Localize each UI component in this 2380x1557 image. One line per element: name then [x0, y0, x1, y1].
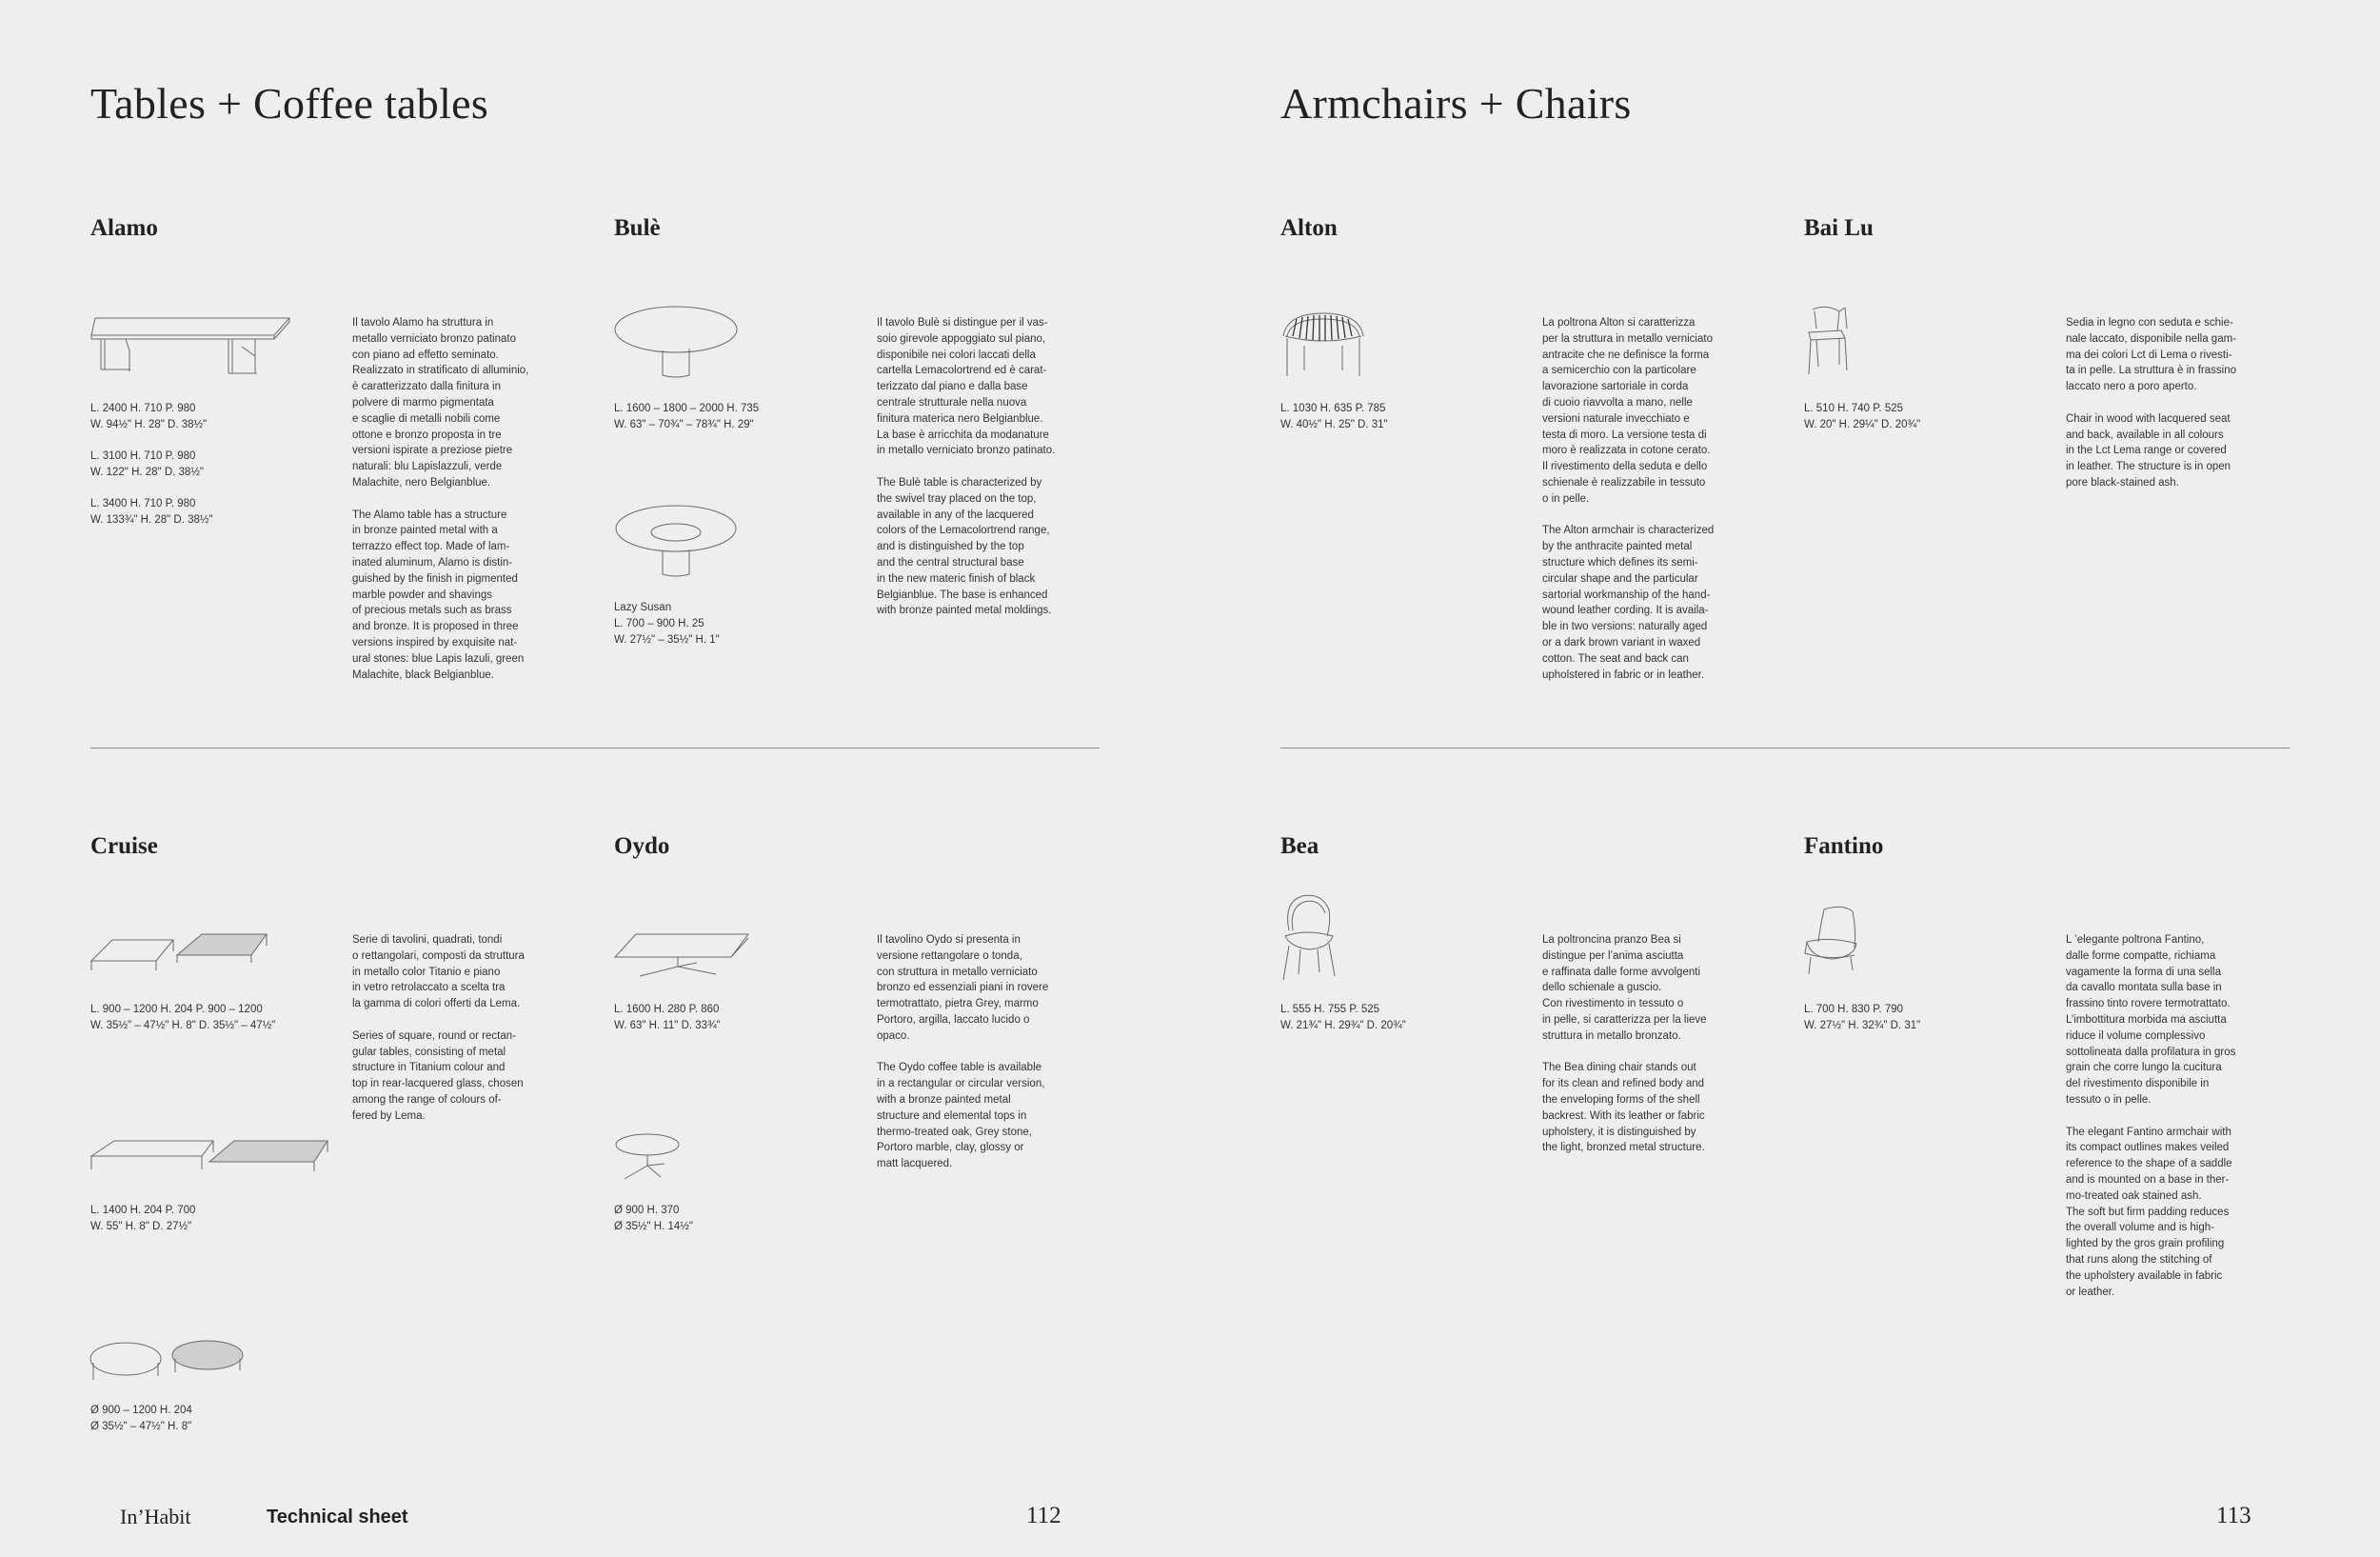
- footer-brand: In’Habit: [120, 1505, 191, 1528]
- alamo-table-drawing: [88, 312, 297, 379]
- left-section-title: Tables + Coffee tables: [90, 79, 489, 128]
- cruise-description-it: Serie di tavolini, quadrati, tondi o rettangolari, composti da struttura in metallo color Titanio e piano in vetro retrolaccato a scelta tra la gamma di colori offerti da Lema.: [352, 934, 525, 1010]
- oydo-description: [877, 932, 1072, 1188]
- bailu-title: Bai Lu: [1804, 215, 1874, 241]
- alton-description-en: The Alton armchair is characterized by the anthracite painted metal structure which defines its semi- circular shape and the particular sartorial workmanship of the hand- wound leather cording. It is availa- ble in two versions: naturally aged or a dark brown variant in waxed cotton. The seat and back can upholstered in fabric or in leather.: [1542, 525, 1715, 681]
- cruise-title: Cruise: [90, 833, 158, 859]
- cruise-dims-rectangular: L. 1400 H. 204 P. 700 W. 55" H. 8" D. 27½": [90, 1205, 196, 1232]
- bea-description: [1542, 932, 1737, 1172]
- bailu-chair-drawing: [1801, 300, 1868, 381]
- cruise-description: [352, 932, 547, 1140]
- bailu-dims: L. 510 H. 740 P. 525 W. 20" H. 29¼" D. 20¾": [1804, 403, 1921, 430]
- alamo-description-en: The Alamo table has a structure in bronze painted metal with a terrazzo effect top. Made of lam- inated aluminum, Alamo is distin- guished by the finish in pigmented marble powder and shavings of precious metals such as brass and bronze. It is proposed in three versions inspired by exquisite nat- ural stones: blue Lapis lazuli, green Malachite, black Belgianblue.: [352, 509, 525, 681]
- oydo-rectangular-table-drawing: [611, 928, 754, 986]
- page-number-left: 112: [1026, 1503, 1061, 1528]
- bule-lazy-susan-drawing: [611, 500, 744, 581]
- footer-section-label: Technical sheet: [267, 1507, 408, 1527]
- bule-dims-lazy-susan: Lazy Susan L. 700 – 900 H. 25 W. 27½" – 35½" H. 1": [614, 602, 720, 646]
- oydo-round-table-drawing: [611, 1131, 687, 1185]
- bule-dims-table: L. 1600 – 1800 – 2000 H. 735 W. 63" – 70¾" – 78¾" H. 29": [614, 403, 760, 430]
- bule-description-en: The Bulè table is characterized by the swivel tray placed on the top, available in any of the lacquered colors of the Lemacolortrend range, and is distinguished by the top and the central structural base in the new materic finish of black Belgianblue. The base is enhanced with bronze painted metal moldings.: [877, 476, 1052, 617]
- bule-description: [877, 315, 1072, 635]
- bule-title: Bulè: [614, 215, 661, 241]
- cruise-square-tables-drawing: [88, 928, 278, 976]
- cruise-description-en: Series of square, round or rectan- gular tables, consisting of metal structure in Titanium colour and top in rear-lacquered glass, chosen among the range of colours of- fered by Lema.: [352, 1029, 524, 1122]
- fantino-title: Fantino: [1804, 833, 1884, 859]
- alton-armchair-drawing: [1278, 308, 1373, 384]
- bea-title: Bea: [1280, 833, 1319, 859]
- oydo-dims-round: Ø 900 H. 370 Ø 35½" H. 14½": [614, 1205, 693, 1232]
- oydo-dims-rectangular: L. 1600 H. 280 P. 860 W. 63" H. 11" D. 33¾": [614, 1004, 721, 1031]
- alamo-dims-2: L. 3100 H. 710 P. 980 W. 122" H. 28" D. 38½": [90, 450, 204, 478]
- alamo-dims-1: L. 2400 H. 710 P. 980 W. 94½" H. 28" D. 38½": [90, 403, 208, 430]
- alton-title: Alton: [1280, 215, 1338, 241]
- fantino-description: [2066, 932, 2261, 1316]
- bule-table-drawing: [611, 303, 744, 381]
- fantino-armchair-drawing: [1801, 902, 1868, 978]
- right-divider: [1280, 748, 2290, 749]
- fantino-description-en: The elegant Fantino armchair with its compact outlines makes veiled reference to the shape of a saddle and is mounted on a base in ther- mo-treated oak stained ash. The soft but firm padding reduces the overall volume and is high- lighted by the gros grain profiling that runs along the stitching of the upholstery available in fabric or leather.: [2066, 1126, 2232, 1298]
- oydo-description-en: The Oydo coffee table is available in a rectangular or circular version, with a bronze painted metal structure and elemental tops in thermo-treated oak, Grey stone, Portoro marble, clay, glossy or matt lacquered.: [877, 1062, 1045, 1170]
- cruise-round-tables-drawing: [88, 1338, 249, 1386]
- bailu-description-it: Sedia in legno con seduta e schie- nale laccato, disponibile nella gam- ma dei colori Lct di Lema o rivesti- ta in pelle. La struttura è in frassino laccato nero a poro aperto.: [2066, 317, 2236, 393]
- cruise-rectangular-tables-drawing: [88, 1133, 335, 1181]
- page-number-right: 113: [2216, 1503, 2251, 1528]
- bailu-description-en: Chair in wood with lacquered seat and back, available in all colours in the Lct Lema range or covered in leather. The structure is in open pore black-stained ash.: [2066, 412, 2231, 489]
- cruise-dims-round: Ø 900 – 1200 H. 204 Ø 35½" – 47½" H. 8": [90, 1405, 192, 1432]
- left-divider: [90, 748, 1100, 749]
- alamo-description: [352, 315, 547, 699]
- bea-description-en: The Bea dining chair stands out for its clean and refined body and the enveloping forms of the shell backrest. With its leather or fabric upholstery, it is distinguished by the light, bronzed metal structure.: [1542, 1062, 1705, 1154]
- alton-dims: L. 1030 H. 635 P. 785 W. 40½" H. 25" D. 31": [1280, 403, 1388, 430]
- bea-description-it: La poltroncina pranzo Bea si distingue per l’anima asciutta e raffinata dalle forme avvolgenti dello schienale a guscio. Con rivestimento in tessuto o in pelle, si caratterizza per la lieve struttura in metallo bronzato.: [1542, 934, 1707, 1042]
- alamo-dims-3: L. 3400 H. 710 P. 980 W. 133¾" H. 28" D. 38½": [90, 498, 213, 526]
- oydo-description-it: Il tavolino Oydo si presenta in versione rettangolare o tonda, con struttura in metallo verniciato bronzo ed essenziali piani in rovere termotrattato, pietra Grey, marmo Portoro, argilla, laccato lucido o opaco.: [877, 934, 1049, 1042]
- bea-chair-drawing: [1278, 888, 1344, 984]
- bailu-description: [2066, 315, 2261, 508]
- cruise-dims-square: L. 900 – 1200 H. 204 P. 900 – 1200 W. 35½" – 47½" H. 8" D. 35½" – 47½": [90, 1004, 276, 1031]
- bea-dims: L. 555 H. 755 P. 525 W. 21¾" H. 29¾" D. 20¾": [1280, 1004, 1406, 1031]
- alton-description-it: La poltrona Alton si caratterizza per la struttura in metallo verniciato antracite che ne definisce la forma a semicerchio con la particolare lavorazione sartoriale in corda di cuoio riavvolta a mano, nelle versioni naturale invecchiato e testa di moro. La versione testa di moro è realizzata in cotone cerato. Il rivestimento della seduta e dello schienale è realizzabile in tessuto o in pelle.: [1542, 317, 1713, 505]
- oydo-title: Oydo: [614, 833, 670, 859]
- right-section-title: Armchairs + Chairs: [1280, 79, 1632, 128]
- fantino-dims: L. 700 H. 830 P. 790 W. 27½" H. 32¾" D. 31": [1804, 1004, 1921, 1031]
- alamo-title: Alamo: [90, 215, 158, 241]
- fantino-description-it: L ’elegante poltrona Fantino, dalle forme compatte, richiama vagamente la forma di una sella da cavallo montata sulla base in frassino tinto rovere termotrattato. L’imbottitura morbida ma asciutta riduce il volume complessivo sottolineata dalla profilatura in gros grain che corre lungo la cucitura del rivestimento disponibile in tessuto o in pelle.: [2066, 934, 2236, 1106]
- bule-description-it: Il tavolo Bulè si distingue per il vas- soio girevole appoggiato sul piano, disponibile nei colori laccati della cartella Lemacolortrend ed è carat- terizzato dal piano e dalla base centrale strutturale nella nuova finitura materica nero Belgianblue. La base è arricchita da modanature in metallo verniciato bronzo patinato.: [877, 317, 1056, 457]
- alton-description: [1542, 315, 1737, 699]
- alamo-description-it: Il tavolo Alamo ha struttura in metallo verniciato bronzo patinato con piano ad effetto seminato. Realizzato in stratificato di alluminio, è caratterizzato dalla finitura in polvere di marmo pigmentata e scaglie di metalli nobili come ottone e bronzo proposta in tre versioni ispirate a preziose pietre naturali: blu Lapislazzuli, verde Malachite, nero Belgianblue.: [352, 317, 529, 489]
